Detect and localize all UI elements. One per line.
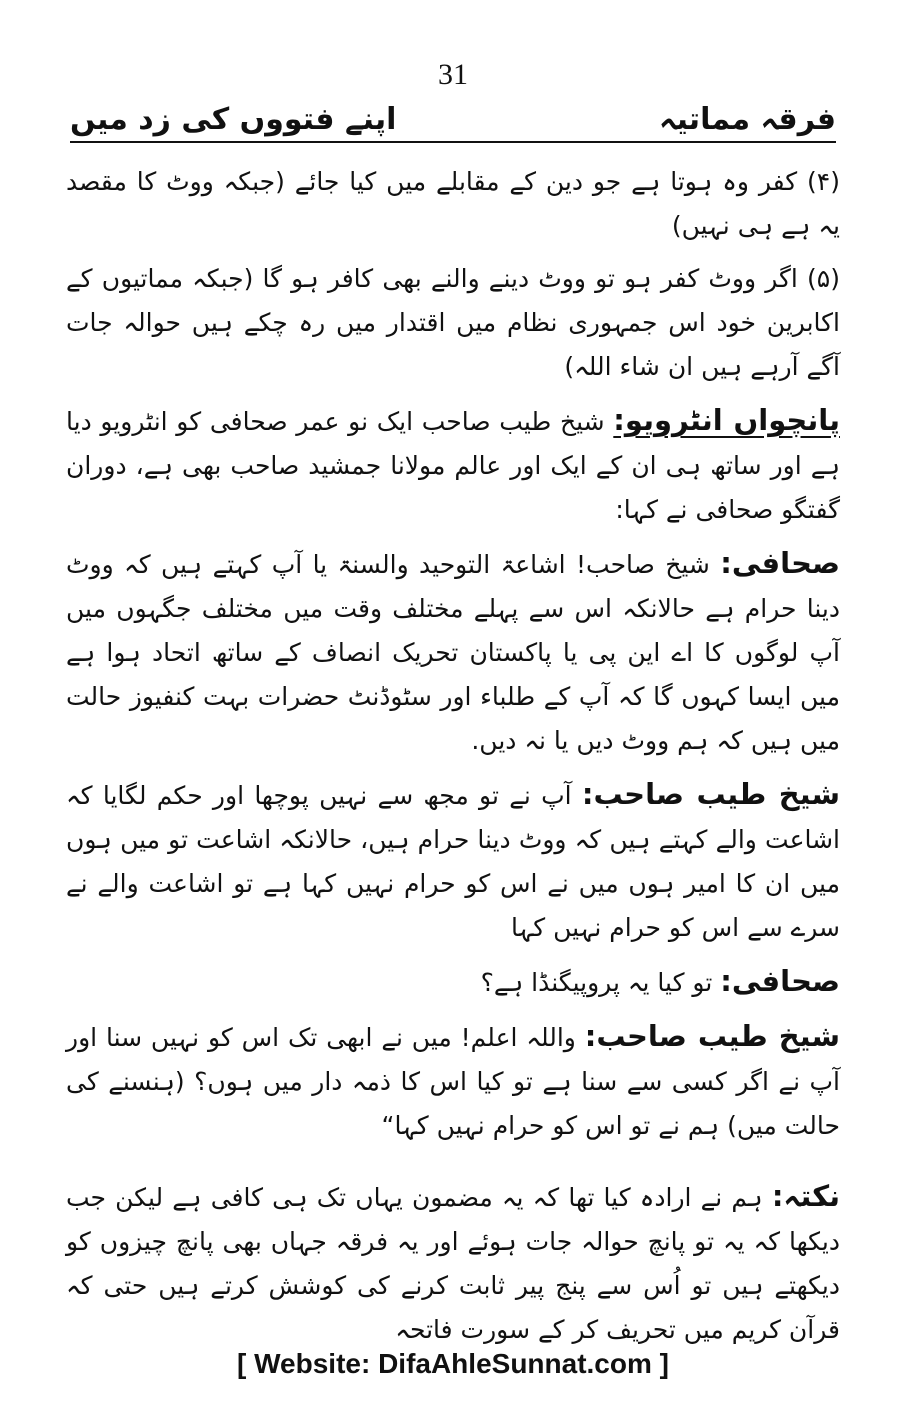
paragraph-text: شیخ طیب صاحب ایک نو عمر صحافی کو انٹرویو دیا ہے اور ساتھ ہی ان کے ایک اور عالم مولانا جمشید صاحب بھی ہے، دوران گفتگو صحافی نے کہا:: [66, 407, 840, 524]
website-banner: [ Website: DifaAhleSunnat.com ]: [237, 1348, 669, 1379]
header-divider: [70, 141, 836, 143]
speaker-label: شیخ طیب صاحب:: [584, 1019, 840, 1053]
paragraph-text: (۴) کفر وہ ہوتا ہے جو دین کے مقابلے میں کیا جائے (جبکہ ووٹ کا مقصد یہ ہے ہی نہیں): [66, 167, 840, 240]
header-chapter-title: اپنے فتووں کی زد میں: [70, 102, 397, 137]
sheikh-answer: [66, 772, 840, 950]
paragraph-text: واللہ اعلم! میں نے ابھی تک اس کو نہیں سنا اور آپ نے اگر کسی سے سنا ہے تو کیا اس کا ذمہ دار میں ہوں؟ (ہنسنے کی حالت میں) ہم نے تو اس کو حرام نہیں کہا“: [66, 1023, 840, 1140]
point-four-paragraph: [66, 160, 840, 248]
page-body: [66, 160, 840, 1361]
paragraph-text: تو کیا یہ پروپیگنڈا ہے؟: [480, 968, 721, 997]
page-number: 31: [438, 58, 468, 91]
note-paragraph: [66, 1174, 840, 1352]
running-header: [70, 96, 836, 140]
journalist-followup: [66, 959, 840, 1005]
header-book-title: فرقہ مماتیہ: [658, 102, 836, 137]
paragraph-text: ہم نے ارادہ کیا تھا کہ یہ مضمون یہاں تک ہی کافی ہے لیکن جب دیکھا کہ یہ تو پانچ حوالہ جات ہوئے اور یہ فرقہ جہاں بھی پانچ چیزوں کو دیکھتے ہیں تو اُس سے پنج پیر ثابت کرنے کی کوشش کرتے ہیں حتی کہ قرآن کریم میں تحریف کر کے سورت فاتحہ: [66, 1183, 840, 1344]
note-label: نکتہ:: [771, 1179, 840, 1213]
speaker-label: شیخ طیب صاحب:: [581, 777, 840, 811]
section-heading: پانچواں انٹرویو:: [613, 403, 840, 437]
speaker-label: صحافی:: [720, 964, 840, 998]
paragraph-text: (۵) اگر ووٹ کفر ہو تو ووٹ دینے والنے بھی کافر ہو گا (جبکہ مماتیوں کے اکابرین خود اس جمہوری نظام میں اقتدار میں رہ چکے ہیں حوالہ جات آگے آرہے ہیں ان شاء اللہ): [66, 264, 840, 381]
fifth-interview-intro: [66, 398, 840, 532]
speaker-label: صحافی:: [720, 546, 840, 580]
point-five-paragraph: [66, 257, 840, 389]
sheikh-reply: [66, 1014, 840, 1148]
journalist-question: [66, 541, 840, 763]
paragraph-text: آپ نے تو مجھ سے نہیں پوچھا اور حکم لگایا کہ اشاعت والے کہتے ہیں کہ ووٹ دینا حرام ہیں، حالانکہ اشاعت تو میں ہوں میں ان کا امیر ہوں میں نے اس کو حرام نہیں کہا ہے تو اشاعت والے نے سرے سے اس کو حرام نہیں کہا: [66, 781, 840, 942]
paragraph-text: شیخ صاحب! اشاعۃ التوحید والسنۃ یا آپ کہتے ہیں کہ ووٹ دینا حرام ہے حالانکہ اس سے پہلے مختلف وقت میں مختلف جگہوں میں آپ لوگوں کا اے این پی یا پاکستان تحریک انصاف کے ساتھ اتحاد ہوا ہے میں ایسا کہوں گا کہ آپ کے طلباء اور سٹوڈنٹ حضرات بہت کنفیوز حالت میں ہیں کہ ہم ووٹ دیں یا نہ دیں.: [66, 550, 840, 755]
